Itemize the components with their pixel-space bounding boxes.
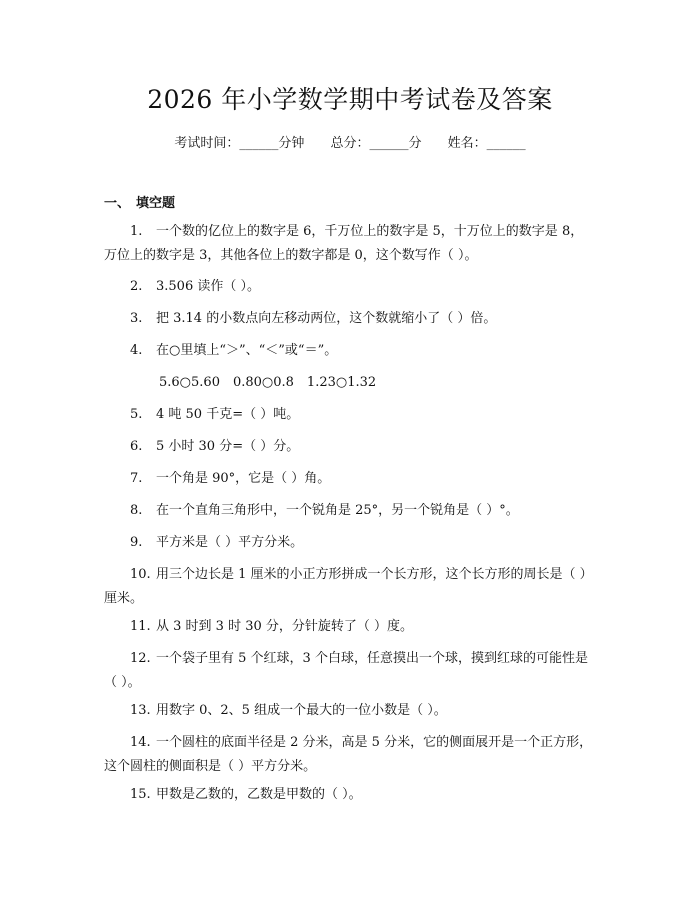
question-number: 4.	[130, 343, 143, 358]
section-number: 一、	[104, 196, 131, 211]
question-10	[104, 563, 596, 611]
question-number: 2.	[130, 279, 143, 294]
question-4	[104, 339, 596, 363]
question-text: 4 吨 50 千克=（ ）吨。	[156, 407, 300, 422]
question-number: 13.	[130, 703, 151, 718]
question-text: 用三个边长是 1 厘米的小正方形拼成一个长方形，这个长方形的周长是（ ）厘米。	[104, 567, 593, 606]
question-text: 用数字 0、2、5 组成一个最大的一位小数是（ ）。	[156, 703, 447, 718]
question-number: 11.	[130, 619, 151, 634]
question-text: 把 3.14 的小数点向左移动两位，这个数就缩小了（ ）倍。	[156, 311, 497, 326]
question-2	[104, 275, 596, 299]
question-text: 一个数的亿位上的数字是 6，千万位上的数字是 5，十万位上的数字是 8，万位上的数字是 3，其他各位上的数字都是 0，这个数写作（ ）。	[104, 224, 584, 263]
exam-time-field: 考试时间：______分钟	[174, 136, 305, 151]
student-name-field: 姓名：______	[447, 136, 526, 151]
question-text: 在○里填上“＞”、“＜”或“＝”。	[156, 343, 338, 358]
question-number: 3.	[130, 311, 143, 326]
total-score-field: 总分：______分	[330, 136, 422, 151]
question-9	[104, 531, 596, 555]
question-13	[104, 699, 596, 723]
question-14	[104, 731, 596, 779]
question-text: 在一个直角三角形中，一个锐角是 25°，另一个锐角是（ ）°。	[156, 503, 519, 518]
question-text: 5 小时 30 分=（ ）分。	[156, 439, 300, 454]
question-text: 从 3 时到 3 时 30 分，分针旋转了（ ）度。	[156, 619, 414, 634]
question-7	[104, 467, 596, 491]
question-number: 10.	[130, 567, 151, 582]
question-text: 平方米是（ ）平方分米。	[156, 535, 304, 550]
question-text: 3.506 读作（ ）。	[156, 279, 260, 294]
question-number: 15.	[130, 787, 151, 802]
question-number: 9.	[130, 535, 143, 550]
question-5	[104, 403, 596, 427]
question-3	[104, 307, 596, 331]
question-text: 一个圆柱的底面半径是 2 分米，高是 5 分米，它的侧面展开是一个正方形，这个圆柱的侧面积是（ ）平方分米。	[104, 735, 593, 774]
question-number: 6.	[130, 439, 143, 454]
page-title: 2026 年小学数学期中考试卷及答案	[147, 85, 553, 114]
question-6	[104, 435, 596, 459]
exam-meta	[0, 132, 700, 151]
question-number: 5.	[130, 407, 143, 422]
question-text: 一个袋子里有 5 个红球，3 个白球，任意摸出一个球，摸到红球的可能性是（ ）。	[104, 651, 588, 690]
question-number: 14.	[130, 735, 151, 750]
section-heading	[104, 192, 175, 211]
question-8	[104, 499, 596, 523]
question-number: 7.	[130, 471, 143, 486]
question-11	[104, 615, 596, 639]
section-title: 填空题	[136, 196, 176, 211]
question-4-comparisons: 5.6○5.60 0.80○0.8 1.23○1.32	[159, 375, 377, 390]
question-text: 甲数是乙数的，乙数是甲数的（ ）。	[156, 787, 362, 802]
question-number: 12.	[130, 651, 151, 666]
question-text: 一个角是 90°，它是（ ）角。	[156, 471, 331, 486]
question-number: 8.	[130, 503, 143, 518]
question-15	[104, 783, 596, 807]
question-12	[104, 647, 596, 695]
question-1	[104, 220, 596, 268]
question-number: 1.	[130, 224, 143, 239]
